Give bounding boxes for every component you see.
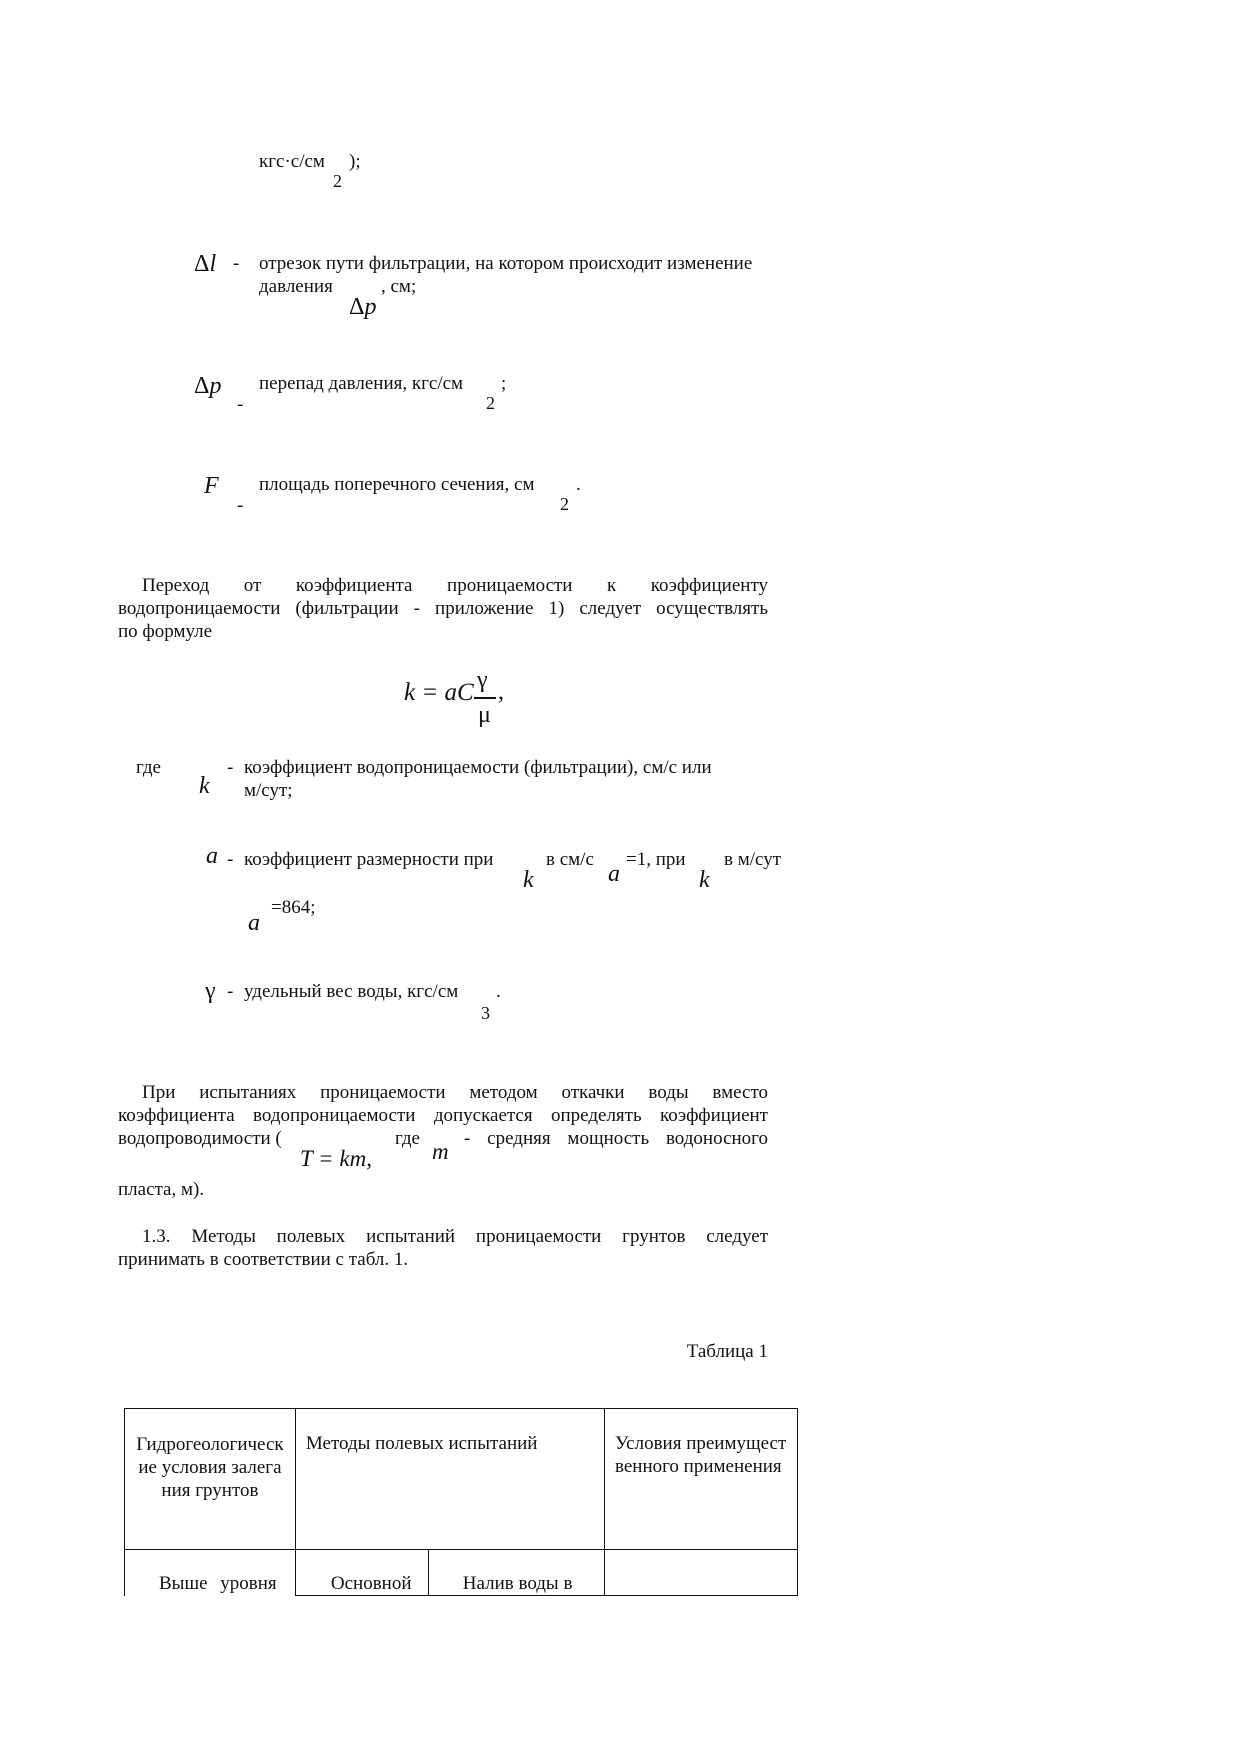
gamma-symbol: γ bbox=[205, 978, 216, 1004]
table-header-row bbox=[125, 1409, 798, 1550]
def-dl-line2b: , см; bbox=[381, 276, 417, 297]
def-f-text: площадь поперечного сечения, см bbox=[259, 474, 535, 495]
dash: - bbox=[237, 394, 244, 415]
def-dl-line2a: давления bbox=[259, 276, 333, 297]
exponent: 2 bbox=[486, 393, 495, 413]
def-k-line1: коэффициент водопроницаемости (фильтрации), см/с или bbox=[244, 757, 712, 778]
paragraph-line: водопроводимости ( bbox=[118, 1128, 282, 1149]
def-a-text4: в м/сут bbox=[724, 849, 782, 870]
paragraph-line: При испытаниях проницаемости методом откачки воды вместо bbox=[142, 1082, 768, 1103]
t-formula: T = km, bbox=[300, 1146, 372, 1171]
table-caption: Таблица 1 bbox=[686, 1341, 768, 1362]
formula-numerator: γ bbox=[477, 667, 488, 693]
paragraph-line: принимать в соответствии с табл. 1. bbox=[118, 1249, 409, 1270]
paragraph-line: водопроницаемости (фильтрации - приложение 1) следует осуществлять bbox=[118, 598, 768, 619]
period: . bbox=[496, 981, 501, 1002]
fraction-bar bbox=[474, 697, 496, 699]
paragraph-line: 1.3. Методы полевых испытаний проницаемости грунтов следует bbox=[142, 1226, 768, 1247]
def-a-text2: в см/с bbox=[546, 849, 594, 870]
k-symbol: k bbox=[523, 867, 534, 893]
exponent: 2 bbox=[333, 171, 342, 191]
semicolon: ; bbox=[501, 373, 507, 394]
period: . bbox=[576, 474, 581, 495]
unit-tail: ); bbox=[349, 151, 361, 172]
dash: - bbox=[233, 253, 240, 274]
def-k-line2: м/сут; bbox=[244, 780, 293, 801]
def-gamma-text: удельный вес воды, кгс/см bbox=[244, 981, 459, 1002]
dash: - bbox=[237, 495, 244, 516]
def-a-text1: коэффициент размерности при bbox=[244, 849, 494, 870]
m-symbol: m bbox=[432, 1139, 449, 1164]
paragraph-line: - средняя мощность водоносного bbox=[464, 1128, 768, 1149]
paragraph-line: коэффициента водопроницаемости допускается определять коэффициент bbox=[118, 1105, 768, 1126]
a-symbol: a bbox=[248, 910, 260, 936]
dash: - bbox=[227, 757, 234, 778]
paragraph-line: по формуле bbox=[118, 621, 213, 642]
table-cell: Налив воды в bbox=[428, 1550, 604, 1596]
delta-p-symbol: Δp bbox=[194, 373, 222, 399]
header-cell: Методы полевых испытаний bbox=[295, 1409, 604, 1550]
f-symbol: F bbox=[204, 473, 219, 499]
header-cell: Условия преимущественного применения bbox=[604, 1409, 797, 1550]
paragraph-line: пласта, м). bbox=[118, 1179, 205, 1200]
a-value: =864; bbox=[271, 897, 316, 918]
where-label: где bbox=[136, 757, 161, 778]
a-symbol: a bbox=[608, 861, 620, 887]
def-dl-line1: отрезок пути фильтрации, на котором происходит изменение bbox=[259, 253, 753, 274]
exponent: 3 bbox=[481, 1003, 490, 1023]
a-symbol: a bbox=[206, 843, 218, 869]
unit-text: кгс·с/см bbox=[259, 151, 325, 172]
k-symbol: k bbox=[699, 867, 710, 893]
formula-comma: , bbox=[498, 679, 504, 705]
table-row bbox=[125, 1550, 798, 1596]
k-symbol: k bbox=[199, 773, 210, 799]
dash: - bbox=[227, 981, 234, 1002]
exponent: 2 bbox=[560, 494, 569, 514]
table-cell: Выше уровня bbox=[125, 1550, 296, 1596]
delta-l-symbol: Δl bbox=[194, 251, 217, 277]
table-cell bbox=[604, 1550, 797, 1596]
paragraph-line: Переход от коэффициента проницаемости к коэффициенту bbox=[142, 575, 768, 596]
def-a-text3: =1, при bbox=[626, 849, 686, 870]
formula-lhs: k = aC bbox=[404, 679, 474, 706]
formula-denominator: μ bbox=[478, 702, 491, 728]
dash: - bbox=[227, 849, 234, 870]
table-cell: Основной bbox=[295, 1550, 428, 1596]
methods-table bbox=[124, 1408, 798, 1596]
paragraph-line: где bbox=[395, 1128, 420, 1149]
delta-p-inline: Δp bbox=[349, 294, 377, 320]
header-cell: Гидрогеологические условия залегания грунтов bbox=[125, 1409, 296, 1550]
def-dp-text: перепад давления, кгс/см bbox=[259, 373, 464, 394]
